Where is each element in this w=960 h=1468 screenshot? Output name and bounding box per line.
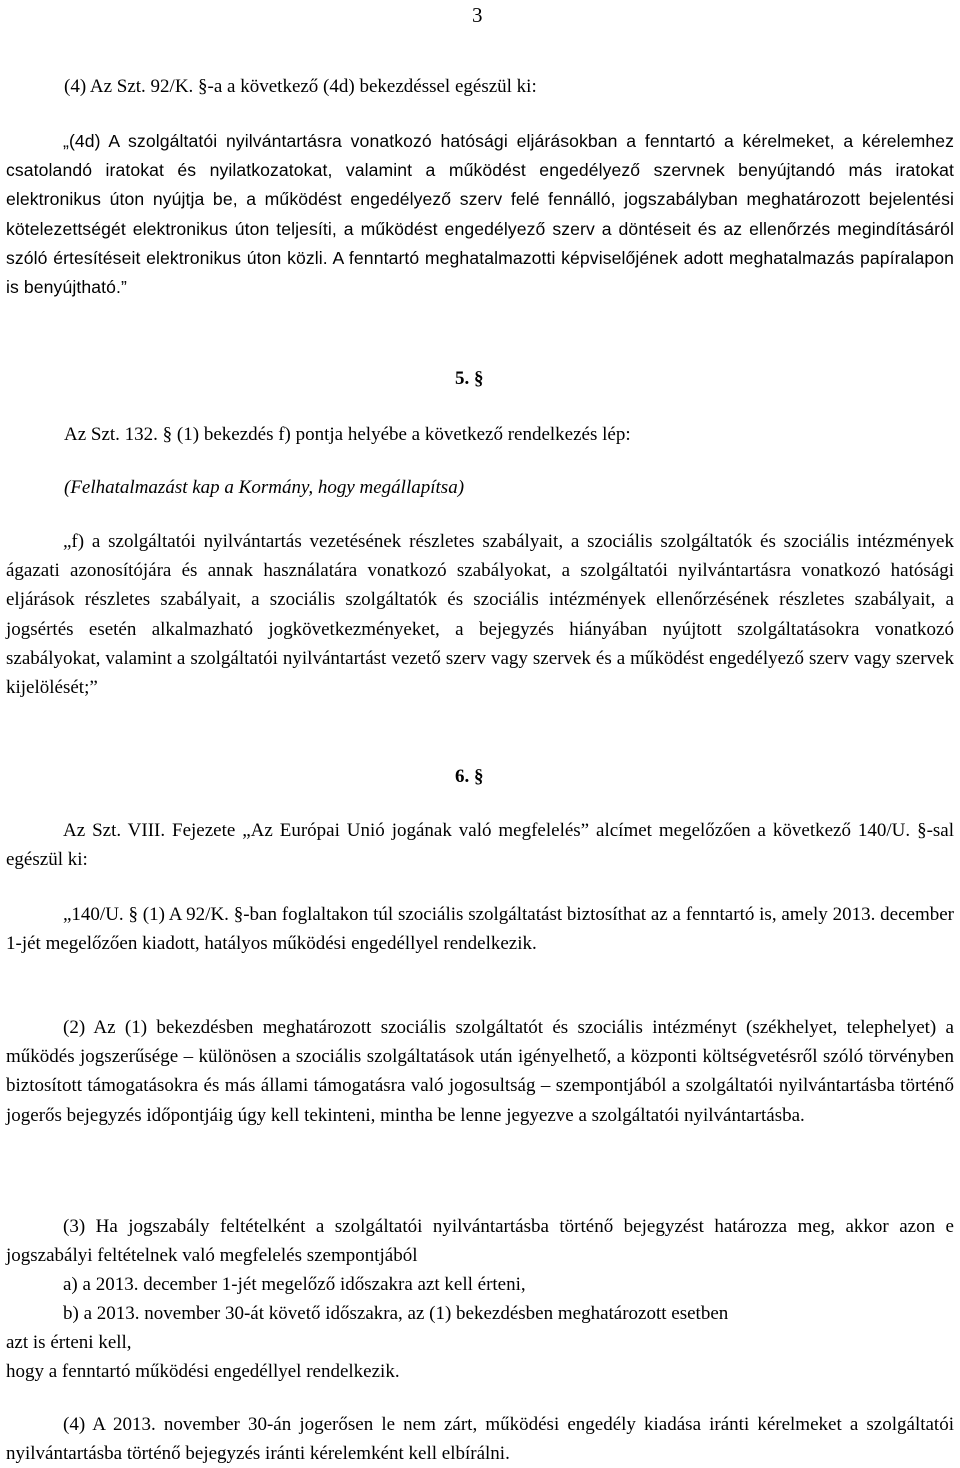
section5-context-text: (Felhatalmazást kap a Kormány, hogy megállapítsa)	[64, 477, 465, 498]
section6-para3a-text: a) a 2013. december 1-jét megelőző időszakra azt kell érteni,	[63, 1274, 526, 1295]
section6-para2	[6, 1013, 954, 1130]
section6-intro-text: Az Szt. VIII. Fejezete „Az Európai Unió jogának való megfelelés” alcímet megelőzően a következő 140/U. §-sal egészül ki:	[6, 820, 954, 871]
section4-intro	[6, 72, 954, 101]
section6-para3-text: (3) Ha jogszabály feltételként a szolgáltatói nyilvántartásba történő bejegyzést határozza meg, akkor azon e jogszabályi feltételnek való megfelelés szempontjából	[6, 1216, 954, 1267]
section6-para3a	[6, 1270, 954, 1299]
section5-intro-text: Az Szt. 132. § (1) bekezdés f) pontja helyébe a következő rendelkezés lép:	[64, 424, 631, 445]
section5-heading: 5. §	[455, 368, 484, 389]
section5-context	[6, 473, 954, 502]
section6-para1	[6, 900, 954, 958]
section5-intro	[6, 420, 954, 449]
section4-intro-text: (4) Az Szt. 92/K. §-a a következő (4d) bekezdéssel egészül ki:	[64, 76, 537, 97]
section6-intro	[6, 816, 954, 874]
section6-para3b-line2: azt is érteni kell,	[6, 1332, 132, 1354]
section6-heading: 6. §	[455, 766, 484, 787]
section6-para2-text: (2) Az (1) bekezdésben meghatározott szociális szolgáltatót és szociális intézményt (székhelyet, telephelyet) a működés jogszerűsége – különösen a szociális szolgáltatások után igényelhető, a központi költségvetésről szóló törvényben biztosított támogatásokra és más állami támogatásra való jogosultság – szempontjából a szolgáltatói nyilvántartásba történő jogerős bejegyzés időpontjáig úgy kell tekinteni, mintha be lenne jegyezve a szolgáltatói nyilvántartásba.	[6, 1017, 954, 1126]
section6-para3-end: hogy a fenntartó működési engedéllyel rendelkezik.	[6, 1361, 400, 1383]
section6-para4-text: (4) A 2013. november 30-án jogerősen le nem zárt, működési engedély kiadása iránti kérelmeket a szolgáltatói nyilvántartásba történő bejegyzés iránti kérelemként kell elbírálni.	[6, 1414, 954, 1465]
section4-quoted-text: „(4d) A szolgáltatói nyilvántartásra vonatkozó hatósági eljárásokban a fenntartó a kérelmeket, a kérelemhez csatolandó iratokat és nyilatkozatokat, valamint a működést engedélyező szervnek benyújtandó más iratokat elektronikus úton nyújtja be, a működést engedélyező szerv felé fennálló, jogszabályban meghatározott bejelentési kötelezettségét elektronikus úton teljesíti, a működést engedélyező szerv a döntéseit és az ellenőrzés megindításáról szóló értesítéseit elektronikus úton közli.	[6, 131, 954, 268]
page-number: 3	[472, 3, 483, 27]
section6-para3b	[6, 1299, 954, 1387]
section4-quoted-end: A fenntartó meghatalmazotti képviselőjének adott meghatalmazás papíralapon is benyújtható.”	[6, 247, 954, 298]
section4-quoted	[6, 127, 954, 302]
section6-para3	[6, 1212, 954, 1270]
section6-para1-text: „140/U. § (1) A 92/K. §-ban foglaltakon túl szociális szolgáltatást biztosíthat az a fenntartó is, amely 2013. december 1-jét megelőzően kiadott, hatályos működési engedéllyel rendelkezik.	[6, 904, 954, 955]
section5-text	[6, 527, 954, 702]
section6-para4	[6, 1410, 954, 1468]
section6-para3b-line1: b) a 2013. november 30-át követő időszakra, az (1) bekezdésben meghatározott esetben	[63, 1303, 729, 1324]
section5-body-text: „f) a szolgáltatói nyilvántartás vezetésének részletes szabályait, a szociális szolgáltatók és szociális intézmények ágazati azonosítójára és annak használatára vonatkozó szabályokat, a szolgáltatói nyilvántartásra vonatkozó hatósági eljárások részletes szabályait, a szociális szolgáltatók és szociális intézmények ellenőrzésének részletes szabályait, a jogsértés esetén alkalmazható jogkövetkezményeket, a bejegyzés hiányában nyújtott szolgáltatásokra vonatkozó szabályokat, valamint a szolgáltatói nyilvántartást vezető szerv vagy szervek és a működést engedélyező szerv vagy szervek kijelölését;”	[6, 531, 954, 699]
